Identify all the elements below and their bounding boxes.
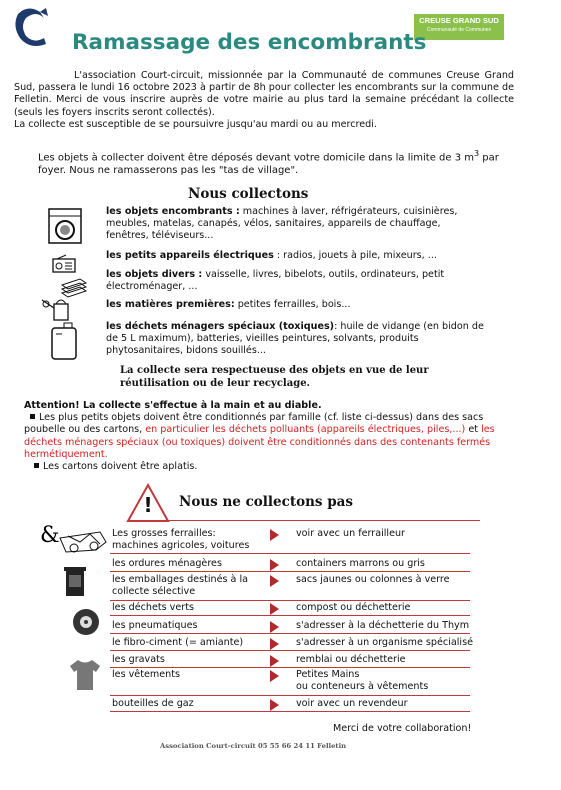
heading-divider	[168, 520, 480, 521]
table-cell-item: les emballages destinés à la collecte sélective	[112, 574, 249, 597]
arrow-right-icon	[270, 529, 279, 541]
intro-note: La collecte est susceptible de se poursuivre jusqu'au mardi ou au mercredi.	[14, 118, 377, 130]
attention-bullet	[24, 461, 514, 473]
destination-text: s'adresser à un organisme spécialisé	[296, 637, 473, 648]
creuse-grand-sud-logo	[414, 14, 504, 40]
footer-contact: Association Court-circuit 05 55 66 24 11 Felletin	[160, 742, 347, 750]
table-cell-item: Les grosses ferrailles: machines agricoles, voitures	[112, 528, 250, 551]
attention-text: et	[465, 424, 482, 436]
destination-text: s'adresser à la déchetterie du Thym	[296, 620, 470, 631]
attention-text: Les plus petits objets doivent être conditionnés par famille (cf. liste ci-dessus) dans des sacs poubelle ou des cartons,	[24, 412, 484, 436]
collect-item-label: les objets divers :	[106, 269, 203, 280]
collect-item	[106, 206, 486, 242]
destination-text: remblai ou déchetterie	[296, 654, 406, 665]
table-cell-item: les ordures ménagères	[112, 558, 222, 569]
table-cell-destination	[296, 602, 496, 614]
destination-text: compost ou déchetterie	[296, 602, 411, 613]
intro-paragraph	[14, 70, 514, 131]
trash-bin-icon	[64, 565, 86, 601]
destination-text: voir avec un revendeur	[296, 698, 408, 709]
collect-item-text: petites ferrailles, bois...	[234, 299, 351, 310]
collect-item-label: les petits appareils électriques	[106, 250, 274, 261]
collect-item-text: : huile de vidange (en bidon de de 5 L maximum), batteries, vieilles peintures, solvants, produits phytosanitaires, bidons souillés...	[106, 321, 484, 356]
table-cell-item: les déchets verts	[112, 602, 194, 613]
table-cell-destination	[296, 637, 496, 649]
table-cell-destination	[296, 698, 496, 710]
intro-text: L'association Court-circuit, missionnée par la Communauté de communes Creuse Grand Sud, passera le lundi 16 octobre 2023 à partir de 8h pour collecter les encombrants sur la commune de Felletin. Merci de vous inscrire auprès de votre mairie au plus tard la semaine précédant la collecte (seuls les foyers inscrits seront collectés).	[14, 70, 514, 118]
table-cell-destination	[296, 620, 496, 632]
arrow-right-icon	[270, 621, 279, 633]
arrow-right-icon	[270, 603, 279, 615]
radio-icon	[52, 255, 76, 277]
tshirt-icon	[68, 658, 102, 696]
collect-item-label: les objets encombrants :	[106, 206, 240, 217]
thanks-text: Merci de votre collaboration!	[333, 723, 472, 734]
attention-bullet	[24, 412, 514, 461]
collect-item-label: les matières premières:	[106, 299, 235, 310]
limit-text-b: par foyer. Nous ne ramasserons pas les "tas de village".	[38, 152, 499, 177]
logo-text: CREUSE GRAND SUD	[419, 16, 499, 25]
collect-item	[106, 299, 486, 311]
table-cell-destination	[296, 669, 496, 693]
tire-icon	[72, 608, 100, 640]
jerrycan-icon	[50, 322, 78, 364]
table-cell-item: les pneumatiques	[112, 620, 198, 631]
collect-item	[106, 321, 486, 357]
logo-subtext: Communauté de Communes	[427, 27, 491, 33]
table-cell-destination	[296, 558, 496, 570]
arrow-right-icon	[270, 655, 279, 667]
table-cell-destination	[296, 654, 496, 666]
collect-item-text: : radios, jouets à pile, mixeurs, ...	[273, 250, 437, 261]
volume-limit-text	[38, 148, 508, 178]
table-cell-destination	[296, 528, 496, 540]
arrow-right-icon	[270, 575, 279, 587]
collect-item	[106, 269, 486, 293]
table-cell-item: les gravats	[112, 654, 165, 665]
destination-text: containers marrons ou gris	[296, 558, 425, 569]
collect-item-text: vaisselle, livres, bibelots, outils, ordinateurs, petit électroménager, ...	[106, 269, 445, 292]
collect-note: La collecte sera respectueuse des objets en vue de leur réutilisation ou de leur recyclage.	[120, 365, 429, 389]
svg-text:&: &	[40, 523, 60, 548]
attention-text-red: les déchets ménagers spéciaux (ou toxiques) doivent être conditionnés dans des contenants fermés hermétiquement.	[24, 424, 495, 460]
bullet-icon	[30, 414, 35, 419]
not-collect-heading: Nous ne collectons pas	[179, 494, 353, 510]
warning-icon	[126, 483, 170, 527]
destination-text: Petites Mains	[296, 669, 360, 680]
collect-heading: Nous collectons	[188, 186, 309, 202]
bullet-icon	[34, 463, 39, 468]
collect-item-text: machines à laver, réfrigérateurs, cuisinières, meubles, matelas, canapés, vélos, sanitaires, appareils de chauffage, fenêtres, téléviseurs...	[106, 206, 458, 241]
washing-machine-icon	[48, 208, 82, 248]
destination-text: voir avec un ferrailleur	[296, 528, 406, 539]
collect-item	[106, 250, 486, 262]
table-cell-item: le fibro-ciment (= amiante)	[112, 637, 244, 648]
page-title: Ramassage des encombrants	[72, 30, 427, 55]
attention-block	[24, 400, 514, 473]
table-cell-destination	[296, 574, 496, 586]
scrap-metal-icon	[40, 522, 108, 560]
table-cell-item: bouteilles de gaz	[112, 698, 194, 709]
attention-text: Les cartons doivent être aplatis.	[43, 461, 198, 473]
attention-text-red: en particulier les déchets polluants (appareils électriques, piles,...)	[142, 424, 466, 436]
arrow-right-icon	[270, 559, 279, 571]
destination-text: ou conteneurs à vêtements	[296, 681, 429, 692]
attention-heading: Attention! La collecte s'effectue à la main et au diable.	[24, 400, 322, 411]
arrow-right-icon	[270, 638, 279, 650]
warning-mark: !	[143, 493, 153, 517]
destination-text: sacs jaunes ou colonnes à verre	[296, 574, 450, 585]
arrow-right-icon	[270, 699, 279, 711]
court-circuit-logo	[10, 6, 60, 46]
collect-item-label: les déchets ménagers spéciaux (toxiques)	[106, 321, 335, 332]
limit-text-a: Les objets à collecter doivent être déposés devant votre domicile dans la limite de 3 m	[38, 152, 475, 164]
arrow-right-icon	[270, 670, 279, 682]
limit-sup: 3	[474, 149, 480, 158]
table-cell-item: les vêtements	[112, 669, 180, 680]
